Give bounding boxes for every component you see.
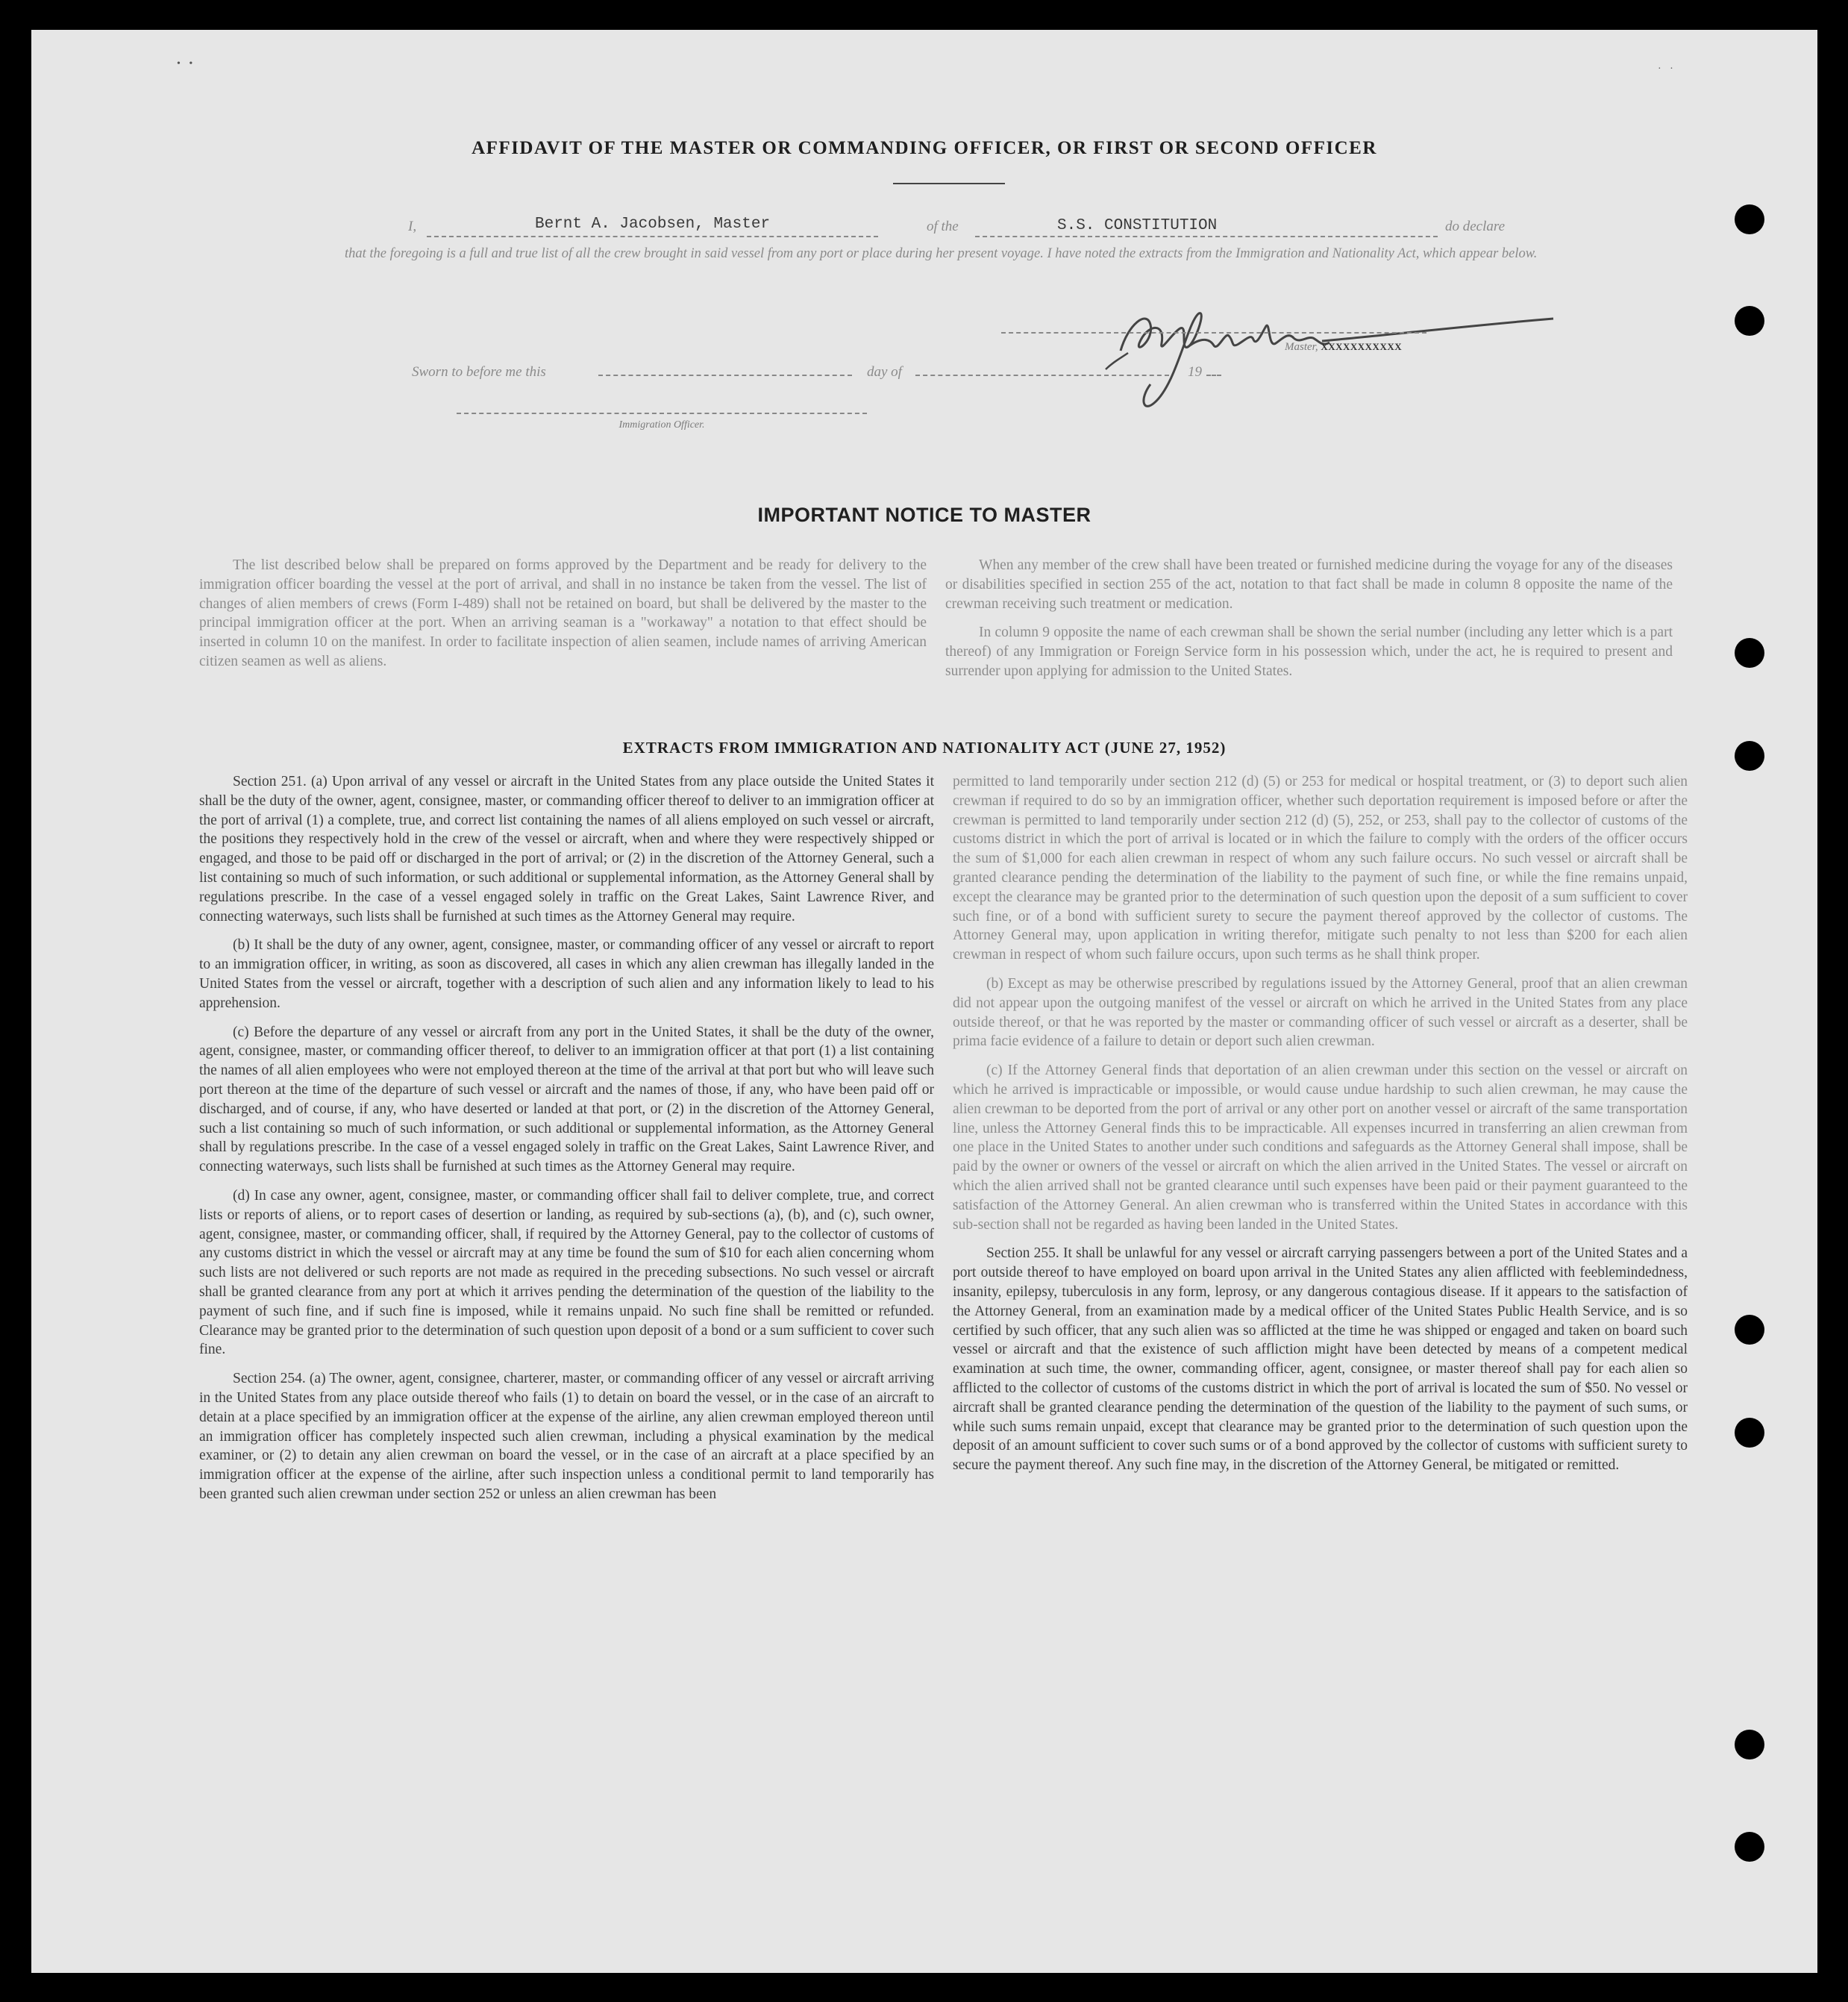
binder-hole <box>1735 638 1764 668</box>
corner-mark-left: • • <box>177 58 196 69</box>
section-255: Section 255. It shall be unlawful for any vessel or aircraft carrying passengers between a port of the United States and a port outside thereof to have employed on board upon arrival in the United States any alien afflicted with feeblemindedness, insanity, epilepsy, tuberculosis in any form, leprosy, or any dangerous contagious disease. If it appears to the satisfaction of the Attorney General, from an examination made by a medical officer of the United States Public Health Service, and is so certified by such officer, that any such alien was so afflicted at the time he was shipped or engaged and taken on board such vessel or aircraft and that the existence of such affliction might have been detected by means of a competent medical examination at such time, the owner, commanding officer, agent, consignee, or master thereof shall pay for each alien so afflicted to the collector of customs of the customs district in which the port of arrival is located the sum of $50. No vessel or aircraft shall be granted clearance pending the determination of the question of the liability to the payment of such sums, or while such sums remain unpaid, except that clearance may be granted prior to the determination of such question upon the deposit of an amount sufficient to cover such sums or of a bond approved by the collector of customs with sufficient surety to secure the payment thereof. Any such fine may, in the discretion of the Attorney General, be mitigated or remitted. <box>953 1245 1688 1474</box>
sworn-label: Sworn to before me this <box>412 364 546 380</box>
master-label <box>1285 341 1402 354</box>
notice-title: IMPORTANT NOTICE TO MASTER <box>757 504 1091 526</box>
year-blank <box>1206 375 1221 376</box>
binder-hole <box>1735 1418 1764 1448</box>
declaration-line <box>378 211 1535 241</box>
master-name: Bernt A. Jacobsen, Master <box>535 216 771 233</box>
declaration-text: that the foregoing is a full and true list of all the crew brought in said vessel from any port or place during her present voyage. I have noted the extracts from the Immigration and Nationality Act, which appear below. <box>345 246 1538 261</box>
sworn-line <box>378 364 1221 387</box>
master-label-struck: XXXXXXXXXXX <box>1321 341 1403 352</box>
name-blank <box>427 235 878 237</box>
section-254-c: (c) If the Attorney General finds that deportation of an alien crewman under this section on the vessel or aircraft on which he arrived is impracticable or impossible, or would cause undue hardship to such alien crewman, he may cause the alien crewman to be deported from the port of arrival or any other port on another vessel or aircraft of the same transportation line, unless the Attorney General finds this to be impracticable. All expenses incurred in transferring an alien crewman from one place in the United States to another under such conditions and safeguards as the Attorney General shall impose, shall be paid by the owner or owners of the vessel or aircraft on which the alien arrived in the United States. The vessel or aircraft on which the alien arrived shall not be granted clearance until such expenses have been paid or their payment guaranteed to the satisfaction of the Attorney General. An alien crewman who is transferred within the United States in accordance with this sub-section shall not be regarded as having been landed in the United States. <box>953 1063 1688 1233</box>
document-page <box>31 30 1817 1973</box>
extracts-left-column <box>199 772 934 1504</box>
section-254-a: Section 254. (a) The owner, agent, consignee, charterer, master, or commanding officer of any vessel or aircraft arriving in the United States from any place outside thereof who fails (1) to detain on board the vessel, or in the case of an aircraft to detain at a place specified by an immigration officer at the expense of the airline, any alien crewman employed thereon until an immigration officer has completely inspected such alien crewman, including a physical examination by the medical examiner, or (2) to detain any alien crewman on board the vessel, or in the case of an aircraft at a place specified by an immigration officer at the expense of the airline, after such inspection unless a conditional permit to land temporarily has been granted such alien crewman under section 252 or unless an alien crewman has been <box>199 1371 934 1502</box>
corner-mark-right: · · <box>1658 63 1676 75</box>
binder-hole <box>1735 741 1764 771</box>
i-label: I, <box>408 219 417 234</box>
section-251-d: (d) In case any owner, agent, consignee, master, or commanding officer shall fail to deliver complete, true, and correct lists or reports of aliens, or to report cases of desertion or landing, as required by sub-sections (a), (b), and (c), such owner, agent, consignee, master, or commanding officer, shall, if required by the Attorney General, pay to the collector of customs of any customs district in which the vessel or aircraft may at any time be found the sum of $10 for each alien concerning whom such lists are not delivered or such reports are not made as required in the preceding subsections. No such vessel or aircraft shall be granted clearance from any port at which it arrives pending the determination of the question of the liability to the payment of such fine, and if such fine is imposed, while it remains unpaid. No such fine shall be remitted or refunded. Clearance may be granted prior to the determination of such question upon deposit of a bond or a sum sufficient to cover such fine. <box>199 1187 934 1358</box>
immigration-officer-line <box>457 413 867 414</box>
master-label-text: Master, <box>1285 341 1318 353</box>
notice-left-column <box>199 556 927 672</box>
extracts-right-column <box>953 772 1688 1475</box>
year-label: 19 <box>1188 364 1202 380</box>
sworn-month-blank <box>915 375 1169 376</box>
binder-hole <box>1735 1730 1764 1759</box>
binder-hole <box>1735 1832 1764 1862</box>
signature-line <box>1001 332 1426 334</box>
section-254-a-continued: permitted to land temporarily under section 212 (d) (5) or 253 for medical or hospital treatment, or (3) to deport such alien crewman if required to do so by an immigration officer, whether such deportation requirement is imposed before or after the crewman is permitted to land temporarily under section 212 (d) (5), 252, or 253, shall pay to the collector of customs of the customs district in which the port of arrival is located or in which the failure to comply with the orders of the officer occurs the sum of $1,000 for each alien crewman in respect of whom any such failure occurs. No such vessel or aircraft shall be granted clearance pending the determination of the liability to the payment of such fine, or while the fine remains unpaid, except the clearance may be granted prior to the determination of such question upon the deposit of a sum sufficient to cover such fine, or of a bond with sufficient surety to secure the payment thereof approved by the collector of customs. The Attorney General may, upon application in writing therefor, mitigate such penalty to not less than $200 for each alien crewman in respect of whom such failure occurs, upon such terms as he shall think proper. <box>953 774 1688 963</box>
binder-hole <box>1735 306 1764 336</box>
sworn-day-blank <box>598 375 852 376</box>
section-254-b: (b) Except as may be otherwise prescribed by regulations issued by the Attorney General, proof that an alien crewman did not appear upon the outgoing manifest of the vessel or aircraft on which he arrived in the United States from any place outside thereof, or that he was reported by the master or commanding officer of such vessel or aircraft as a deserter, shall be prima facie evidence of a failure to detain or deport such alien crewman. <box>953 975 1688 1050</box>
section-251-b: (b) It shall be the duty of any owner, agent, consignee, master, or commanding officer of any vessel or aircraft to report to an immigration officer, in writing, as soon as discovered, all cases in which any alien crewman has illegally landed in the United States from the vessel or aircraft, together with a description of such alien and any information likely to lead to his apprehension. <box>199 937 934 1011</box>
title-rule <box>893 183 1005 184</box>
affidavit-title: AFFIDAVIT OF THE MASTER OR COMMANDING OFFICER, OR FIRST OR SECOND OFFICER <box>472 138 1377 158</box>
section-251-a: Section 251. (a) Upon arrival of any vessel or aircraft in the United States from any place outside the United States it shall be the duty of the owner, agent, consignee, master, or commanding officer thereof to deliver to an immigration officer at the port of arrival (1) a complete, true, and correct list containing the names of all aliens employed on such vessel or aircraft, the positions they respectively hold in the crew of the vessel or aircraft, when and where they were respectively shipped or engaged, and those to be paid off or discharged in the port of arrival; or (2) in the discretion of the Attorney General, such a list containing so much of such information, or such additional or supplemental information, as the Attorney General shall by regulations prescribe. In the case of a vessel engaged solely in traffic on the Great Lakes, Saint Lawrence River, and connecting waterways, such lists shall be furnished at such times as the Attorney General may require. <box>199 774 934 925</box>
of-the-label: of the <box>927 219 959 234</box>
notice-right-paragraph-2: In column 9 opposite the name of each crewman shall be shown the serial number (including any letter which is a part thereof) of any Immigration or Foreign Service form in his possession which, under the act, he is required to present and surrender upon applying for admission to the United States. <box>945 625 1673 679</box>
vessel-name: S.S. CONSTITUTION <box>1057 217 1218 234</box>
binder-hole <box>1735 1315 1764 1345</box>
day-of-label: day of <box>867 364 902 380</box>
vessel-blank <box>975 235 1438 237</box>
notice-right-column <box>945 556 1673 681</box>
notice-left-paragraph: The list described below shall be prepared on forms approved by the Department and be ready for delivery to the immigration officer boarding the vessel at the port of arrival, and shall in no instance be taken from the vessel. The list of changes of alien members of crews (Form I-489) shall not be retained on board, but shall be delivered by the master to the principal immigration officer at the port. When an arriving seaman is a "workaway" a notation to that effect should be inserted in column 10 on the manifest. In order to facilitate inspection of alien seamen, include names of arriving American citizen seamen as well as aliens. <box>199 557 927 669</box>
section-251-c: (c) Before the departure of any vessel or aircraft from any port in the United States, it shall be the duty of the owner, agent, consignee, master, or commanding officer thereof, to deliver to an immigration officer at that port (1) a list containing the names of all alien employees who were not employed thereon at the time of the arrival at that port but who will leave such port thereon at the time of the departure of such vessel or aircraft and the names of those, if any, who have been paid off or discharged, and of course, if any, who have deserted or landed at that port, or (2) in the discretion of the Attorney General, such a list containing so much of such information, or such additional or supplemental information, as the Attorney General shall by regulations prescribe. In the case of a vessel engaged solely in traffic on the Great Lakes, Saint Lawrence River, and connecting waterways, such lists shall be furnished at such times as the Attorney General may require. <box>199 1024 934 1175</box>
do-declare-label: do declare <box>1445 219 1506 234</box>
extracts-title: EXTRACTS FROM IMMIGRATION AND NATIONALITY ACT (JUNE 27, 1952) <box>622 739 1227 757</box>
notice-right-paragraph-1: When any member of the crew shall have been treated or furnished medicine during the voyage for any of the diseases or disabilities specified in section 255 of the act, notation to that fact shall be made in column 8 opposite the name of the crewman receiving such treatment or medication. <box>945 557 1673 612</box>
immigration-officer-label: Immigration Officer. <box>618 419 705 431</box>
binder-hole <box>1735 204 1764 234</box>
